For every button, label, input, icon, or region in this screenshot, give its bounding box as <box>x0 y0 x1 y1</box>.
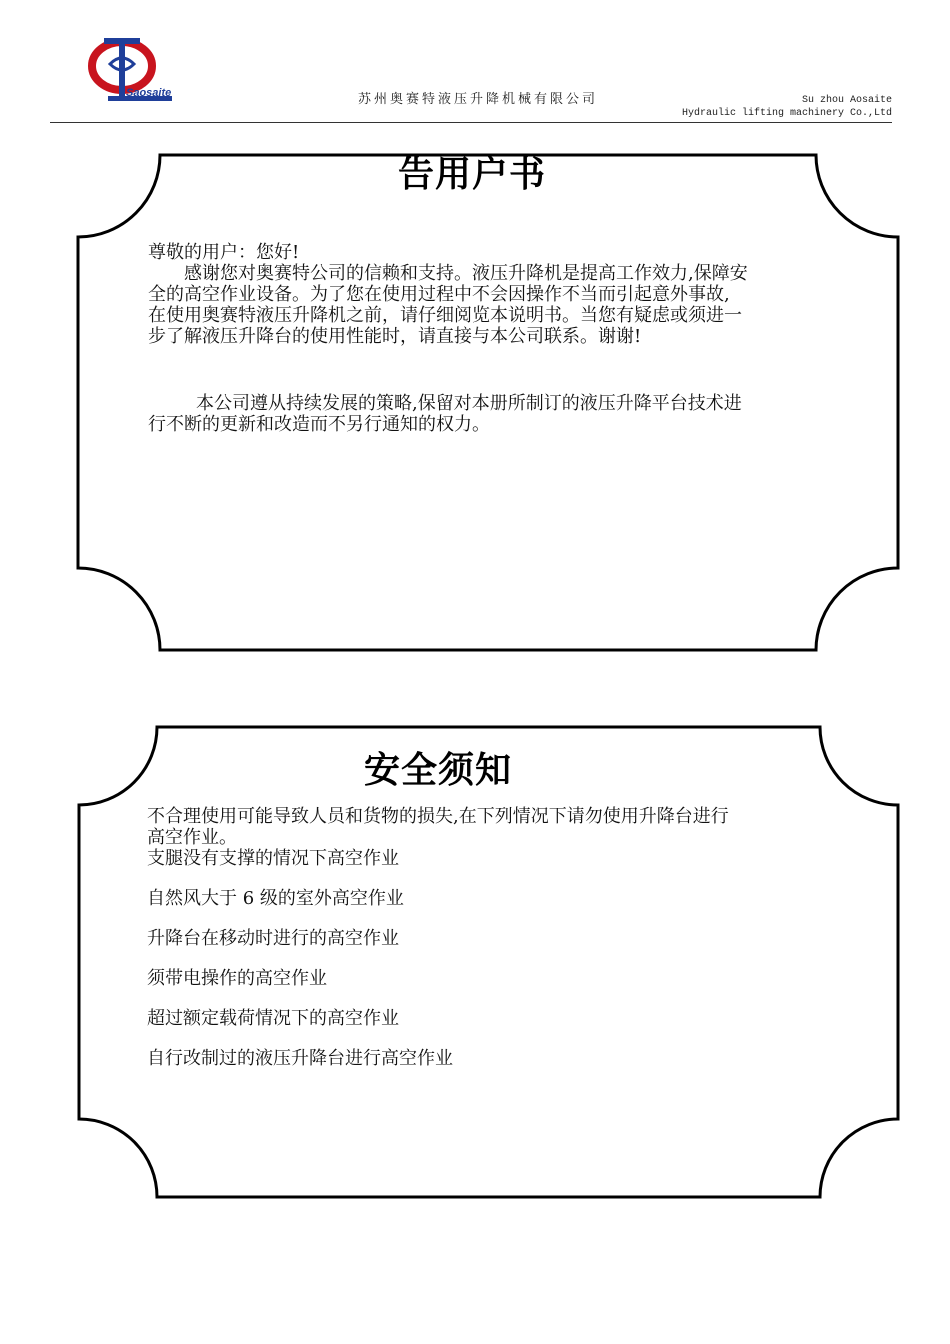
notice-para1-line: 在使用奥赛特液压升降机之前，请仔细阅览本说明书。当您有疑虑或须进一 <box>148 305 742 326</box>
company-name-en-line1: Su zhou Aosaite <box>801 95 892 106</box>
company-name-cn: 苏州奥赛特液压升降机械有限公司 <box>358 92 599 107</box>
notice-greeting: 尊敬的用户：您好! <box>148 242 300 263</box>
safety-list-item: 升降台在移动时进行的高空作业 <box>147 928 399 949</box>
notice-para1-line: 感谢您对奥赛特公司的信赖和支持。液压升降机是提高工作效力,保障安 <box>184 263 748 284</box>
notice-title: 告用户书 <box>398 154 547 195</box>
safety-list-item: 自行改制过的液压升降台进行高空作业 <box>147 1048 453 1069</box>
notice-body <box>148 242 832 435</box>
safety-body <box>147 806 837 1088</box>
safety-list-item: 自然风大于 6 级的室外高空作业 <box>147 888 404 909</box>
notice-para2-line: 行不断的更新和改造而不另行通知的权力。 <box>148 414 490 435</box>
logo-text: Saosaite <box>126 87 172 99</box>
safety-list-item: 支腿没有支撑的情况下高空作业 <box>147 848 399 869</box>
safety-list-item: 须带电操作的高空作业 <box>147 968 327 989</box>
company-name-en-line2: Hydraulic lifting machinery Co.,Ltd <box>681 108 892 119</box>
notice-para1-line: 全的高空作业设备。为了您在使用过程中不会因操作不当而引起意外事故, <box>148 284 730 305</box>
safety-list-item: 超过额定载荷情况下的高空作业 <box>147 1008 399 1029</box>
safety-title: 安全须知 <box>364 750 513 791</box>
safety-intro-line: 高空作业。 <box>147 827 237 848</box>
notice-para1-line: 步了解液压升降台的使用性能时，请直接与本公司联系。谢谢! <box>148 326 642 347</box>
safety-intro-line: 不合理使用可能导致人员和货物的损失,在下列情况下请勿使用升降台进行 <box>147 806 729 827</box>
safety-list <box>147 848 837 1088</box>
notice-para2-line: 本公司遵从持续发展的策略,保留对本册所制订的液压升降平台技术进 <box>196 393 742 414</box>
